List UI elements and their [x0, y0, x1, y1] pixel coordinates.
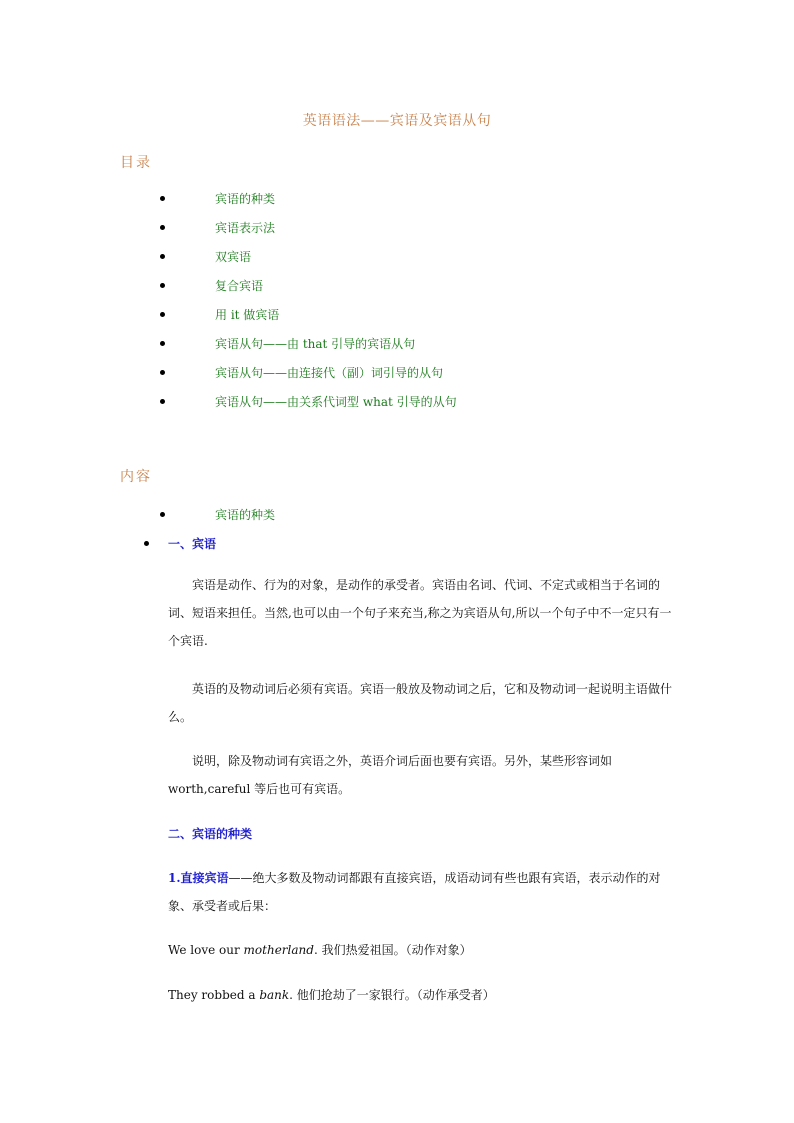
paragraph-note: 说明，除及物动词有宾语之外，英语介词后面也要有宾语。另外，某些形容词如 worth,careful 等后也可有宾语。: [168, 754, 613, 796]
bullet-icon: [160, 196, 165, 201]
bullet-icon: [160, 370, 165, 375]
toc-link[interactable]: 宾语的种类: [215, 192, 276, 206]
toc-link[interactable]: 用 it 做宾语: [215, 308, 280, 322]
paragraph-definition: 宾语是动作、行为的对象，是动作的承受者。宾语由名词、代词、不定式或相当于名词的词、短语来担任。当然,也可以由一个句子来充当,称之为宾语从句,所以一个句子中不一定只有一个宾语.: [168, 578, 672, 648]
bullet-icon: [160, 225, 165, 230]
section-one-heading: 一、宾语: [168, 537, 217, 551]
bullet-icon: [160, 283, 165, 288]
bullet-icon: [160, 312, 165, 317]
content-heading: 内容: [120, 469, 152, 485]
example-sentence-1: We love our motherland. 我们热爱祖国。（动作对象）: [168, 943, 472, 957]
bullet-icon: [160, 399, 165, 404]
toc-link[interactable]: 宾语表示法: [215, 221, 276, 235]
toc-link[interactable]: 复合宾语: [215, 279, 264, 293]
document-title: 英语语法——宾语及宾语从句: [302, 113, 492, 129]
toc-heading: 目录: [120, 155, 152, 171]
content-toc-item: [0, 506, 794, 526]
example-sentence-2: They robbed a bank. 他们抢劫了一家银行。（动作承受者）: [168, 988, 495, 1002]
direct-object-label: 1.直接宾语: [168, 871, 229, 885]
section-two-heading: 二、宾语的种类: [168, 827, 253, 841]
toc-link[interactable]: 宾语从句——由 that 引导的宾语从句: [215, 337, 416, 351]
bullet-icon: [144, 541, 149, 546]
paragraph-direct-object: 1.直接宾语——绝大多数及物动词都跟有直接宾语，成语动词有些也跟有宾语，表示动作的对象、承受者或后果：: [168, 871, 661, 913]
bullet-icon: [160, 512, 165, 517]
toc-link[interactable]: 宾语从句——由关系代词型 what 引导的从句: [215, 395, 457, 409]
bullet-icon: [160, 341, 165, 346]
paragraph-transitive: 英语的及物动词后必须有宾语。宾语一般放及物动词之后，它和及物动词一起说明主语做什么。: [168, 682, 673, 724]
toc-link[interactable]: 双宾语: [215, 250, 252, 264]
content-link[interactable]: 宾语的种类: [215, 508, 276, 522]
section-one-row: [0, 535, 794, 555]
toc-link[interactable]: 宾语从句——由连接代（副）词引导的从句: [215, 366, 444, 380]
bullet-icon: [160, 254, 165, 259]
